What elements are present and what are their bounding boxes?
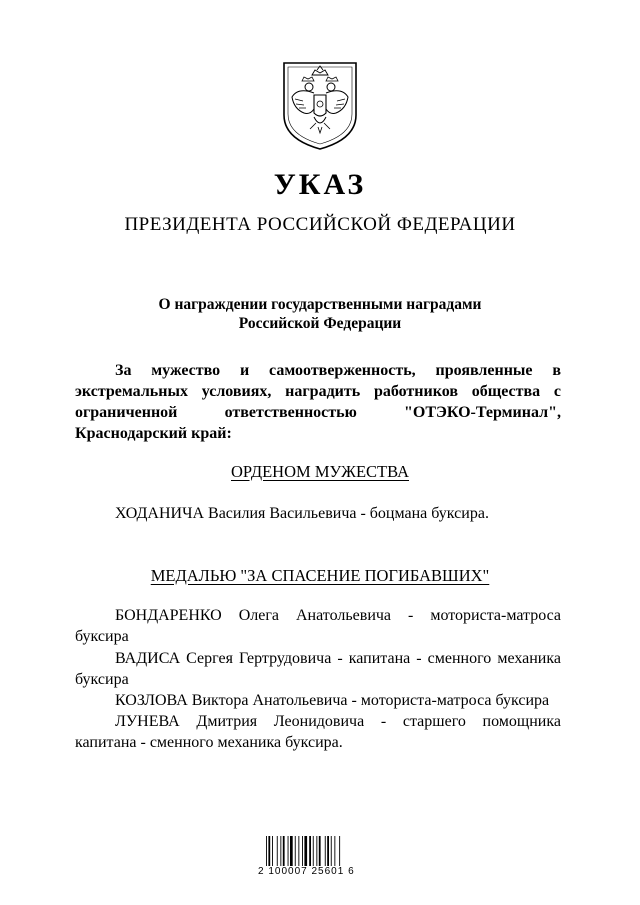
recipient-line: капитана - сменного механика буксира.	[75, 734, 343, 751]
recipient	[75, 690, 561, 711]
subject-line: О награждении государственными наградами	[158, 296, 482, 313]
recipient-line: ЛУНЕВА Дмитрия Леонидовича - старшего помощника	[115, 713, 561, 730]
decree-line: экстремальных условиях, наградить работников общества с	[75, 383, 561, 400]
recipient-line: КОЗЛОВА Виктора Анатольевича - моториста-матроса буксира	[115, 692, 550, 709]
recipient-line: ВАДИСА Сергея Гертрудовича - капитана - сменного механика	[115, 650, 561, 667]
subject-line: Российской Федерации	[238, 315, 402, 332]
coat-of-arms-icon	[278, 57, 362, 153]
recipient	[75, 605, 561, 647]
recipient-line: буксира	[75, 671, 129, 688]
recipient	[75, 711, 561, 753]
recipient-line: буксира	[75, 628, 129, 645]
decree-line: ограниченной ответственностью "ОТЭКО-Терминал",	[75, 404, 561, 421]
decree-line: За мужество и самоотверженность, проявленные в	[115, 362, 561, 379]
document-subtitle: ПРЕЗИДЕНТА РОССИЙСКОЙ ФЕДЕРАЦИИ	[124, 214, 516, 235]
recipient-line: ХОДАНИЧА Василия Васильевича - боцмана буксира.	[115, 505, 489, 522]
document-title: УКАЗ	[273, 168, 367, 201]
recipient	[75, 648, 561, 690]
decree-text	[75, 360, 561, 444]
decree-subject	[80, 295, 560, 333]
award-heading-medal: МЕДАЛЬЮ "ЗА СПАСЕНИЕ ПОГИБАВШИХ"	[150, 566, 490, 585]
decree-line: Краснодарский край:	[75, 425, 232, 442]
award-heading-order: ОРДЕНОМ МУЖЕСТВА	[231, 462, 409, 481]
recipient-line: БОНДАРЕНКО Олега Анатольевича - моториста-матроса	[115, 607, 561, 624]
barcode-number: 2 100007 25601 6	[258, 866, 355, 877]
recipient	[75, 503, 561, 524]
